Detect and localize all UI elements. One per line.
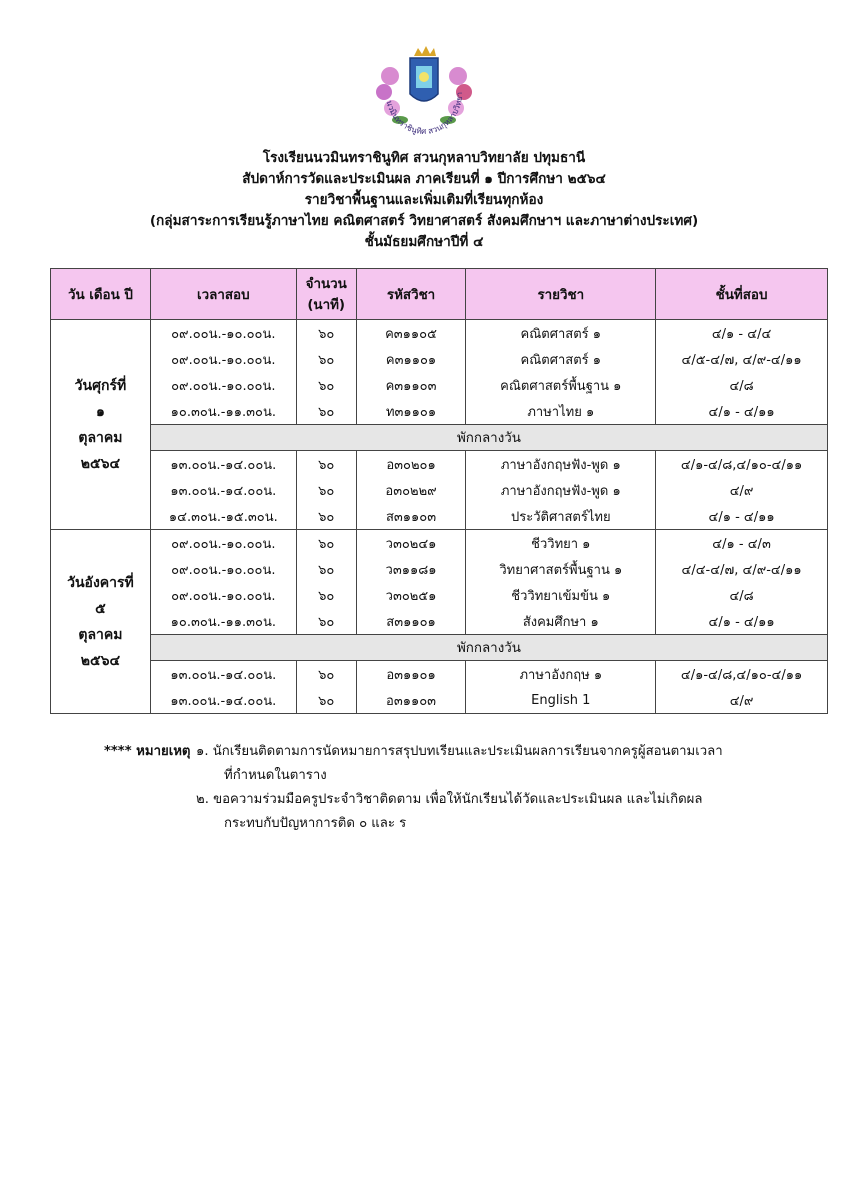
minutes-cell: ๖๐	[296, 346, 356, 372]
table-row	[51, 556, 828, 582]
col-header-minutes	[296, 269, 356, 320]
school-emblem-icon	[364, 42, 484, 142]
minutes-cell: ๖๐	[296, 477, 356, 503]
remarks-label: **** หมายเหตุ	[104, 744, 191, 759]
subject-cell: English 1	[466, 687, 656, 714]
day-year: ๒๕๖๔	[80, 652, 121, 669]
table-row	[51, 477, 828, 503]
code-cell: ส๓๑๑๐๑	[356, 608, 466, 635]
minutes-cell: ๖๐	[296, 556, 356, 582]
code-cell: ว๓๐๒๕๑	[356, 582, 466, 608]
remark-line-1	[104, 740, 824, 764]
time-cell: ๑๓.๐๐น.-๑๔.๐๐น.	[150, 477, 296, 503]
remarks-section	[104, 740, 824, 836]
table-header-row	[51, 269, 828, 320]
code-cell: ค๓๑๑๐๕	[356, 320, 466, 347]
rooms-cell: ๔/๘	[656, 582, 828, 608]
code-cell: ค๓๑๑๐๑	[356, 346, 466, 372]
lunch-row	[51, 425, 828, 451]
code-cell: ว๓๐๒๔๑	[356, 530, 466, 557]
school-logo	[364, 42, 484, 142]
col-header-code: รหัสวิชา	[356, 269, 466, 320]
day-year: ๒๕๖๔	[80, 455, 121, 472]
grade-level: ชั้นมัธยมศึกษาปีที่ ๔	[364, 234, 484, 250]
col-header-date: วัน เดือน ปี	[51, 269, 151, 320]
code-cell: อ๓๑๑๐๓	[356, 687, 466, 714]
subject-groups: (กลุ่มสาระการเรียนรู้ภาษาไทย คณิตศาสตร์ วิทยาศาสตร์ สังคมศึกษาฯ และภาษาต่างประเทศ)	[149, 213, 699, 229]
col-header-minutes-line2: (นาที)	[307, 298, 346, 313]
course-scope: รายวิชาพื้นฐานและเพิ่มเติมที่เรียนทุกห้อง	[304, 192, 544, 208]
rooms-cell: ๔/๑-๔/๘,๔/๑๐-๔/๑๑	[656, 451, 828, 478]
school-name: โรงเรียนนวมินทราชินูทิศ สวนกุหลาบวิทยาลัย ปทุมธานี	[262, 150, 586, 166]
time-cell: ๑๐.๓๐น.-๑๑.๓๐น.	[150, 398, 296, 425]
minutes-cell: ๖๐	[296, 530, 356, 557]
table-row	[51, 687, 828, 714]
rooms-cell: ๔/๑-๔/๘,๔/๑๐-๔/๑๑	[656, 661, 828, 688]
minutes-cell: ๖๐	[296, 503, 356, 530]
code-cell: ท๓๑๑๐๑	[356, 398, 466, 425]
time-cell: ๑๐.๓๐น.-๑๑.๓๐น.	[150, 608, 296, 635]
code-cell: ว๓๑๑๘๑	[356, 556, 466, 582]
subject-cell: ชีววิทยา ๑	[466, 530, 656, 557]
col-header-minutes-line1: จำนวน	[305, 277, 347, 292]
table-row	[51, 346, 828, 372]
lunch-break-label: พักกลางวัน	[150, 425, 827, 451]
time-cell: ๐๙.๐๐น.-๑๐.๐๐น.	[150, 582, 296, 608]
remark-2-continuation: กระทบกับปัญหาการติด ๐ และ ร	[224, 816, 407, 831]
table-row	[51, 661, 828, 688]
table-row	[51, 503, 828, 530]
time-cell: ๐๙.๐๐น.-๑๐.๐๐น.	[150, 346, 296, 372]
subject-cell: สังคมศึกษา ๑	[466, 608, 656, 635]
subject-cell: ภาษาไทย ๑	[466, 398, 656, 425]
minutes-cell: ๖๐	[296, 608, 356, 635]
rooms-cell: ๔/๑ - ๔/๑๑	[656, 503, 828, 530]
code-cell: ค๓๑๑๐๓	[356, 372, 466, 398]
code-cell: อ๓๐๒๒๙	[356, 477, 466, 503]
col-header-subject: รายวิชา	[466, 269, 656, 320]
minutes-cell: ๖๐	[296, 320, 356, 347]
rooms-cell: ๔/๑ - ๔/๑๑	[656, 608, 828, 635]
time-cell: ๑๓.๐๐น.-๑๔.๐๐น.	[150, 687, 296, 714]
time-cell: ๐๙.๐๐น.-๑๐.๐๐น.	[150, 530, 296, 557]
rooms-cell: ๔/๙	[656, 687, 828, 714]
subject-cell: ภาษาอังกฤษ ๑	[466, 661, 656, 688]
rooms-cell: ๔/๑ - ๔/๔	[656, 320, 828, 347]
table-row	[51, 320, 828, 347]
minutes-cell: ๖๐	[296, 687, 356, 714]
remark-1-text: ๑. นักเรียนติดตามการนัดหมายการสรุปบทเรียนและประเมินผลการเรียนจากครูผู้สอนตามเวลา	[196, 744, 723, 759]
col-header-rooms: ชั้นที่สอบ	[656, 269, 828, 320]
subject-cell: ภาษาอังกฤษฟัง-พูด ๑	[466, 477, 656, 503]
remark-line-2	[104, 788, 824, 812]
time-cell: ๑๓.๐๐น.-๑๔.๐๐น.	[150, 661, 296, 688]
subject-cell: วิทยาศาสตร์พื้นฐาน ๑	[466, 556, 656, 582]
day-name: วันอังคารที่	[67, 574, 134, 591]
lunch-row	[51, 635, 828, 661]
col-header-time: เวลาสอบ	[150, 269, 296, 320]
remark-line-1-cont	[104, 764, 824, 788]
svg-text:นวมินทราชินูทิศ สวนกุหลาบวิทยา: นวมินทราชินูทิศ สวนกุหลาบวิทยา	[384, 91, 465, 137]
minutes-cell: ๖๐	[296, 372, 356, 398]
time-cell: ๑๓.๐๐น.-๑๔.๐๐น.	[150, 451, 296, 478]
subject-cell: คณิตศาสตร์ ๑	[466, 320, 656, 347]
day-cell	[51, 530, 151, 714]
day-cell	[51, 320, 151, 530]
day-number: ๑	[95, 403, 105, 420]
remark-1-continuation: ที่กำหนดในตาราง	[224, 768, 327, 783]
rooms-cell: ๔/๕-๔/๗, ๔/๙-๔/๑๑	[656, 346, 828, 372]
minutes-cell: ๖๐	[296, 661, 356, 688]
time-cell: ๐๙.๐๐น.-๑๐.๐๐น.	[150, 556, 296, 582]
rooms-cell: ๔/๑ - ๔/๓	[656, 530, 828, 557]
time-cell: ๐๙.๐๐น.-๑๐.๐๐น.	[150, 320, 296, 347]
day-month: ตุลาคม	[78, 429, 123, 446]
subject-cell: คณิตศาสตร์พื้นฐาน ๑	[466, 372, 656, 398]
subject-cell: ภาษาอังกฤษฟัง-พูด ๑	[466, 451, 656, 478]
time-cell: ๑๔.๓๐น.-๑๕.๓๐น.	[150, 503, 296, 530]
document-header	[0, 148, 848, 253]
table-row	[51, 398, 828, 425]
exam-week-title: สัปดาห์การวัดและประเมินผล ภาคเรียนที่ ๑ ปีการศึกษา ๒๕๖๔	[242, 171, 606, 187]
rooms-cell: ๔/๑ - ๔/๑๑	[656, 398, 828, 425]
table-row	[51, 582, 828, 608]
code-cell: อ๓๐๒๐๑	[356, 451, 466, 478]
rooms-cell: ๔/๔-๔/๗, ๔/๙-๔/๑๑	[656, 556, 828, 582]
rooms-cell: ๔/๙	[656, 477, 828, 503]
minutes-cell: ๖๐	[296, 451, 356, 478]
remark-line-2-cont	[104, 812, 824, 836]
table-row	[51, 372, 828, 398]
remark-2-text: ๒. ขอความร่วมมือครูประจำวิชาติดตาม เพื่อให้นักเรียนได้วัดและประเมินผล และไม่เกิดผล	[196, 792, 703, 807]
code-cell: ส๓๑๑๐๓	[356, 503, 466, 530]
time-cell: ๐๙.๐๐น.-๑๐.๐๐น.	[150, 372, 296, 398]
day-month: ตุลาคม	[78, 626, 123, 643]
day-name: วันศุกร์ที่	[74, 377, 127, 394]
minutes-cell: ๖๐	[296, 398, 356, 425]
subject-cell: ชีววิทยาเข้มข้น ๑	[466, 582, 656, 608]
table-row	[51, 530, 828, 557]
lunch-break-label: พักกลางวัน	[150, 635, 827, 661]
table-row	[51, 608, 828, 635]
code-cell: อ๓๑๑๐๑	[356, 661, 466, 688]
rooms-cell: ๔/๘	[656, 372, 828, 398]
exam-schedule-table	[50, 268, 828, 714]
subject-cell: ประวัติศาสตร์ไทย	[466, 503, 656, 530]
table-row	[51, 451, 828, 478]
subject-cell: คณิตศาสตร์ ๑	[466, 346, 656, 372]
minutes-cell: ๖๐	[296, 582, 356, 608]
day-number: ๕	[95, 600, 106, 617]
